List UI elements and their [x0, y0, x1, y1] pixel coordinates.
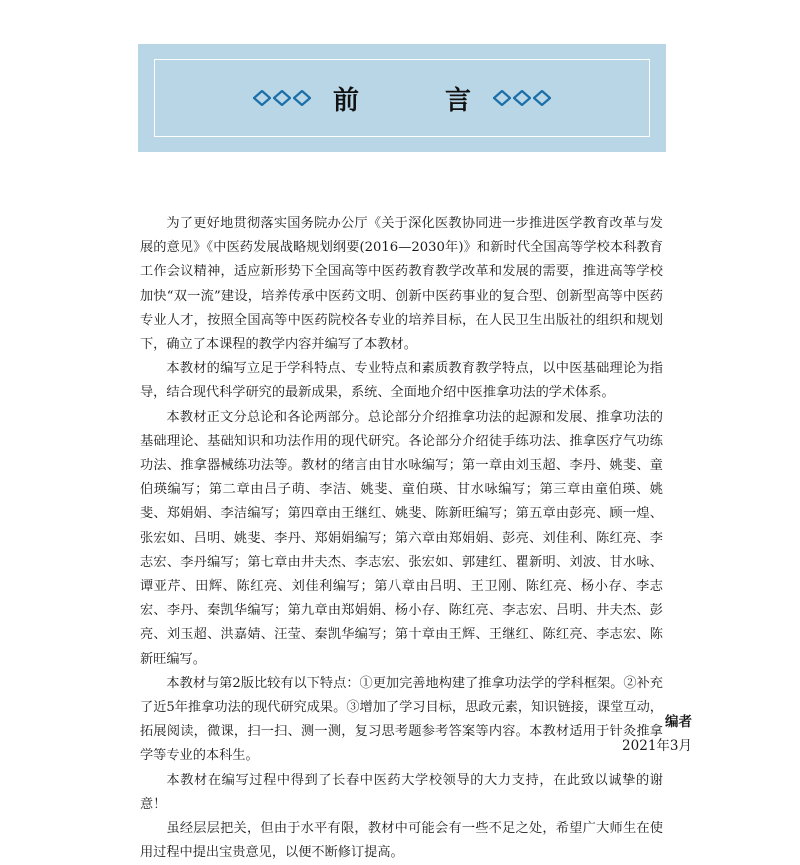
paragraph: 本教材在编写过程中得到了长春中医药大学校领导的大力支持，在此致以诚挚的谢意！: [140, 772, 663, 812]
paragraph: 本教材的编写立足于学科特点、专业特点和素质教育教学特点，以中医基础理论为指导，结合现代科学研究的最新成果，系统、全面地介绍中医推拿功法的学术体系。: [140, 361, 663, 401]
date-label: 2021年3月: [622, 738, 692, 754]
title-row: [253, 80, 551, 117]
title-frame: [154, 59, 650, 137]
paragraph: 本教材正文分总论和各论两部分。总论部分介绍推拿功法的起源和发展、推拿功法的基础理论、基础知识和功法作用的现代研究。各论部分介绍徒手练功法、推拿医疗气功练功法、推拿器械练功法等。教材的绪言由甘水咏编写；第一章由刘玉超、李丹、姚斐、童伯瑛编写；第二章由吕子萌、李洁、姚斐、童伯瑛、甘水咏编写；第三章由童伯瑛、姚斐、郑娟娟、李洁编写；第四章由王继红、姚斐、陈新旺编写；第五章由彭亮、顾一煌、张宏如、吕明、姚斐、李丹、郑娟娟编写；第六章由郑娟娟、彭亮、刘佳利、陈红亮、李志宏、李丹编写；第七章由井夫杰、李志宏、张宏如、郭建红、瞿新明、刘波、甘水咏、谭亚芹、田辉、陈红亮、刘佳利编写；第八章由吕明、王卫刚、陈红亮、杨小存、李志宏、李丹、秦凯华编写；第九章由郑娟娟、杨小存、陈红亮、李志宏、吕明、井夫杰、彭亮、刘玉超、洪嘉婧、汪莹、秦凯华编写；第十章由王辉、王继红、陈红亮、李志宏、陈新旺编写。: [140, 409, 663, 667]
title-banner: [138, 44, 666, 152]
paragraph: 虽经层层把关，但由于水平有限，教材中可能会有一些不足之处，希望广大师生在使用过程中提出宝贵意见，以便不断修订提高。: [140, 821, 663, 861]
paragraph: 为了更好地贯彻落实国务院办公厅《关于深化医教协同进一步推进医学教育改革与发展的意见》《中医药发展战略规划纲要(2016—2030年)》和新时代全国高等学校本科教育工作会议精神，适应新形势下全国高等中医药教育教学改革和发展的需要，推进高等学校加快“双一流”建设，培养传承中医药文明、创新中医药事业的复合型、创新型高等中医药专业人才，按照全国高等中医药院校各专业的培养目标，在人民卫生出版社的组织和规划下，确立了本课程的教学内容并编写了本教材。: [140, 216, 663, 353]
diamond-ornament-right-icon: [493, 90, 551, 106]
paragraph: 本教材与第2版比较有以下特点：①更加完善地构建了推拿功法学的学科框架。②补充了近5年推拿功法的现代研究成果。③增加了学习目标，思政元素，知识链接，课堂互动，拓展阅读，微课，扫一扫、测一测，复习思考题参考答案等内容。本教材适用于针灸推拿学等专业的本科生。: [140, 675, 663, 764]
preface-body: [140, 212, 663, 865]
diamond-ornament-left-icon: [253, 90, 311, 106]
signature-block: [620, 710, 692, 758]
page-title: 前 言: [332, 85, 501, 116]
editor-label: 编者: [665, 714, 692, 730]
